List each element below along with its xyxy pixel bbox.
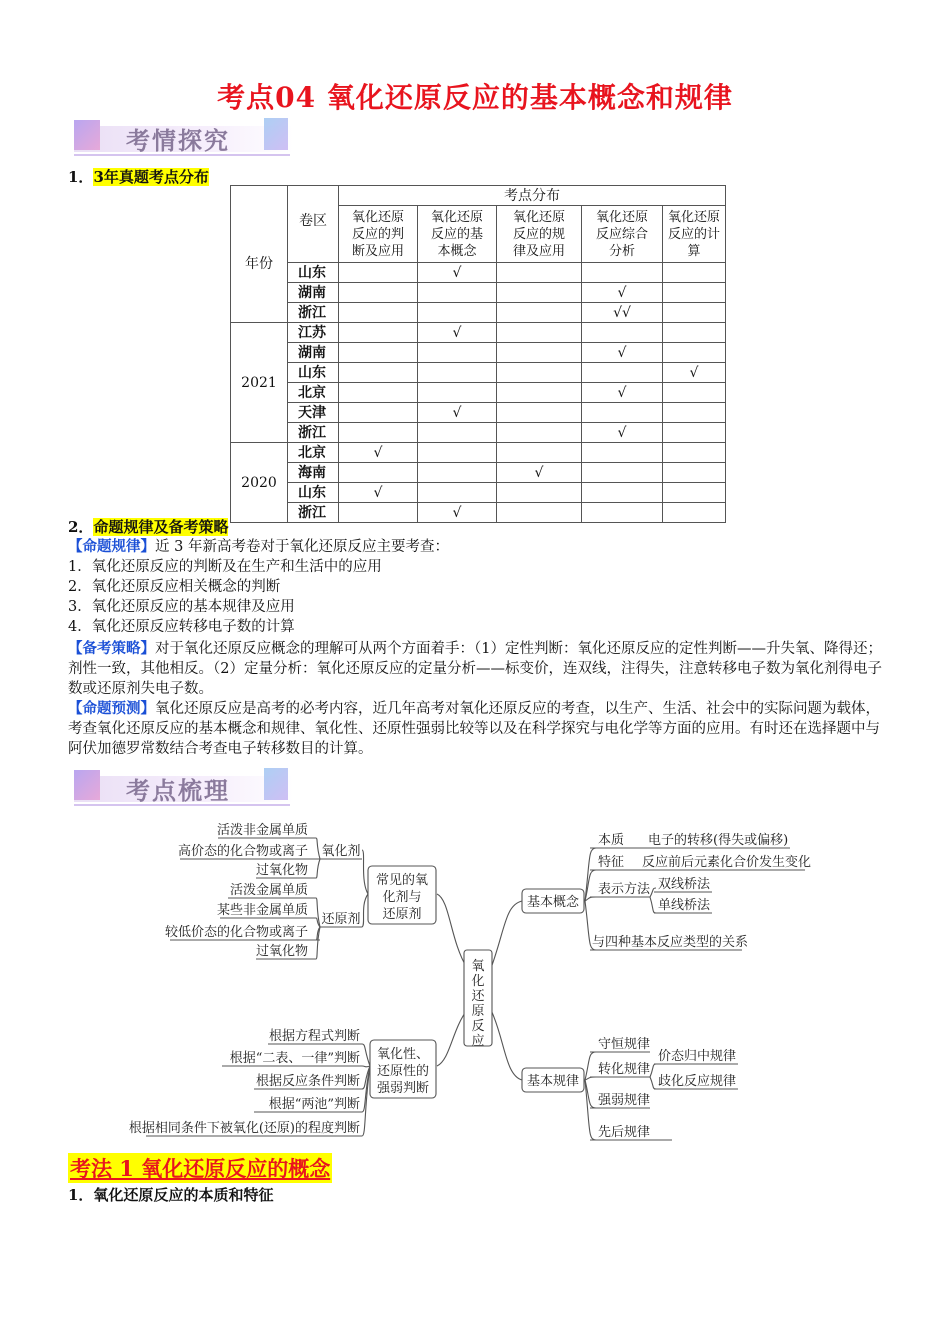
mindmap-strength-label: 还原性的 [376,1064,430,1079]
province-cell: 山东 [288,263,339,283]
year-cell: 2020 [231,443,288,523]
column-header: 氧化还原 反应综合 分析 [582,206,663,263]
column-header: 氧化还原 反应的规 律及应用 [497,206,582,263]
mindmap-common-label: 还原剂 [382,907,422,922]
province-cell: 北京 [288,443,339,463]
province-cell: 山东 [288,363,339,383]
mindmap-essence-label: 本质 [598,833,625,848]
mindmap-concept-label: 基本概念 [526,895,580,910]
check-cell: √ [582,383,663,403]
page-title: 考点04 氧化还原反应的基本概念和规律 [217,81,733,114]
province-cell: 海南 [288,463,339,483]
province-cell: 江苏 [288,323,339,343]
mindmap-law-item: 先后规律 [598,1125,651,1140]
province-cell: 浙江 [288,503,339,523]
strategy-paragraph: 【备考策略】对于氧化还原反应概念的理解可从两个方面着手：（1）定性判断：氧化还原反应的定性判断——升失氧、降得还；剂性一致，其他相反。（2）定量分析：氧化还原反应的定量分析——标变价，连双线，注得失，注意转移电子数为氧化剂得电子数或还原剂失电子数。 [68,640,882,697]
rule-item: 3．氧化还原反应的基本规律及应用 [68,599,295,615]
province-cell: 北京 [288,383,339,403]
mindmap-law-item: 转化规律 [598,1062,651,1077]
rule-item: 1．氧化还原反应的判断及在生产和生活中的应用 [68,559,382,575]
rule-intro: 近 3 年新高考卷对于氧化还原反应主要考查： [155,539,449,555]
check-cell: √ [582,283,663,303]
check-cell: √ [497,463,582,483]
mindmap-center-char: 反 [471,1019,485,1034]
mindmap-strength-label: 强弱判断 [376,1081,430,1096]
mindmap-center-char: 原 [471,1004,485,1019]
mindmap-reductant-item: 某些非金属单质 [216,903,308,918]
banner-title: 考点梳理 [126,777,230,805]
mindmap-reductant-item: 活泼金属单质 [229,883,308,898]
province-cell: 浙江 [288,303,339,323]
mindmap-feature-text: 反应前后元素化合价发生变化 [642,855,812,870]
mindmap-oxidant-item: 活泼非金属单质 [216,823,308,838]
check-cell: √ [663,363,726,383]
column-header: 氧化还原 反应的基 本概念 [418,206,497,263]
rule-item: 2．氧化还原反应相关概念的判断 [68,579,281,595]
mindmap-strength-item: 根据方程式判断 [268,1029,360,1044]
mindmap-method-item: 双线桥法 [658,877,711,892]
check-cell: √ [339,443,418,463]
mindmap-oxidant-item: 高价态的化合物或离子 [177,844,308,859]
mindmap-method-item: 单线桥法 [658,898,711,913]
mindmap-law-label: 基本规律 [526,1074,580,1089]
mindmap-oxidant-item: 过氧化物 [255,863,308,878]
mindmap-center-char: 应 [471,1034,485,1049]
group-header: 考点分布 [339,186,726,206]
section-heading-distribution: 1．3年真题考点分布 [68,168,209,186]
check-cell: √ [418,263,497,283]
column-header: 氧化还原 反应的计 算 [663,206,726,263]
province-cell: 山东 [288,483,339,503]
check-cell: √ [582,423,663,443]
check-cell: √√ [582,303,663,323]
mindmap-reductant-item: 较低价态的化合物或离子 [164,925,308,940]
province-cell: 湖南 [288,343,339,363]
corner-bottom-label: 年份 [245,255,273,272]
forecast-paragraph: 【命题预测】氧化还原反应是高考的必考内容，近几年高考对氧化还原反应的考查，以生产、生活、社会中的实际问题为载体，考查氧化还原反应的基本概念和规律、氧化性、还原性强弱比较等以及在科学探究与电化学等方面的应用。有时还在选择题中与阿伏加德罗常数结合考查电子转移数目的计算。 [68,700,880,757]
mindmap-strength-label: 氧化性、 [376,1047,430,1062]
mindmap-center-char: 还 [471,989,485,1004]
mindmap-center-char: 氧 [471,959,485,974]
mindmap-feature-label: 特征 [598,855,625,870]
province-cell: 湖南 [288,283,339,303]
mindmap-center-char: 化 [471,974,485,989]
mindmap-common-label: 常见的氧 [375,873,429,888]
rule-tag: 【命题规律】 [68,538,155,555]
mindmap-law-item: 强弱规律 [598,1093,651,1108]
mindmap-reductant-item: 过氧化物 [255,944,308,959]
banner-title: 考情探究 [126,127,230,155]
mindmap-strength-item: 根据“两池”判断 [268,1097,360,1112]
mindmap-essence-text: 电子的转移(得失或偏移) [648,833,789,848]
rule-item: 4．氧化还原反应转移电子数的计算 [68,619,295,635]
corner-top-label: 卷区 [288,186,339,263]
year-cell: 2021 [231,323,288,443]
section-heading-strategy: 2．命题规律及备考策略 [68,518,229,536]
mindmap-common-label: 化剂与 [382,890,422,905]
mindmap-reductant-label: 还原剂 [321,912,361,927]
check-cell: √ [339,483,418,503]
mindmap-relation-text: 与四种基本反应类型的关系 [592,935,749,950]
mindmap-strength-item: 根据反应条件判断 [255,1074,360,1089]
mindmap-strength-item: 根据相同条件下被氧化(还原)的程度判断 [128,1121,360,1136]
mindmap-method-label: 表示方法 [598,882,651,897]
method-subheading: 1．氧化还原反应的本质和特征 [68,1186,274,1204]
mindmap-law-item: 守恒规律 [598,1037,651,1052]
province-cell: 天津 [288,403,339,423]
province-cell: 浙江 [288,423,339,443]
mindmap-law-sub-item: 价态归中规律 [658,1049,737,1064]
check-cell: √ [418,323,497,343]
check-cell: √ [582,343,663,363]
check-cell: √ [418,403,497,423]
column-header: 氧化还原 反应的判 断及应用 [339,206,418,263]
mindmap-strength-item: 根据“二表、一律”判断 [229,1051,360,1066]
method-heading: 考法 1 氧化还原反应的概念 [68,1153,332,1183]
check-cell: √ [418,503,497,523]
mindmap-law-sub-item: 歧化反应规律 [658,1074,737,1089]
mindmap-oxidant-label: 氧化剂 [321,844,361,859]
